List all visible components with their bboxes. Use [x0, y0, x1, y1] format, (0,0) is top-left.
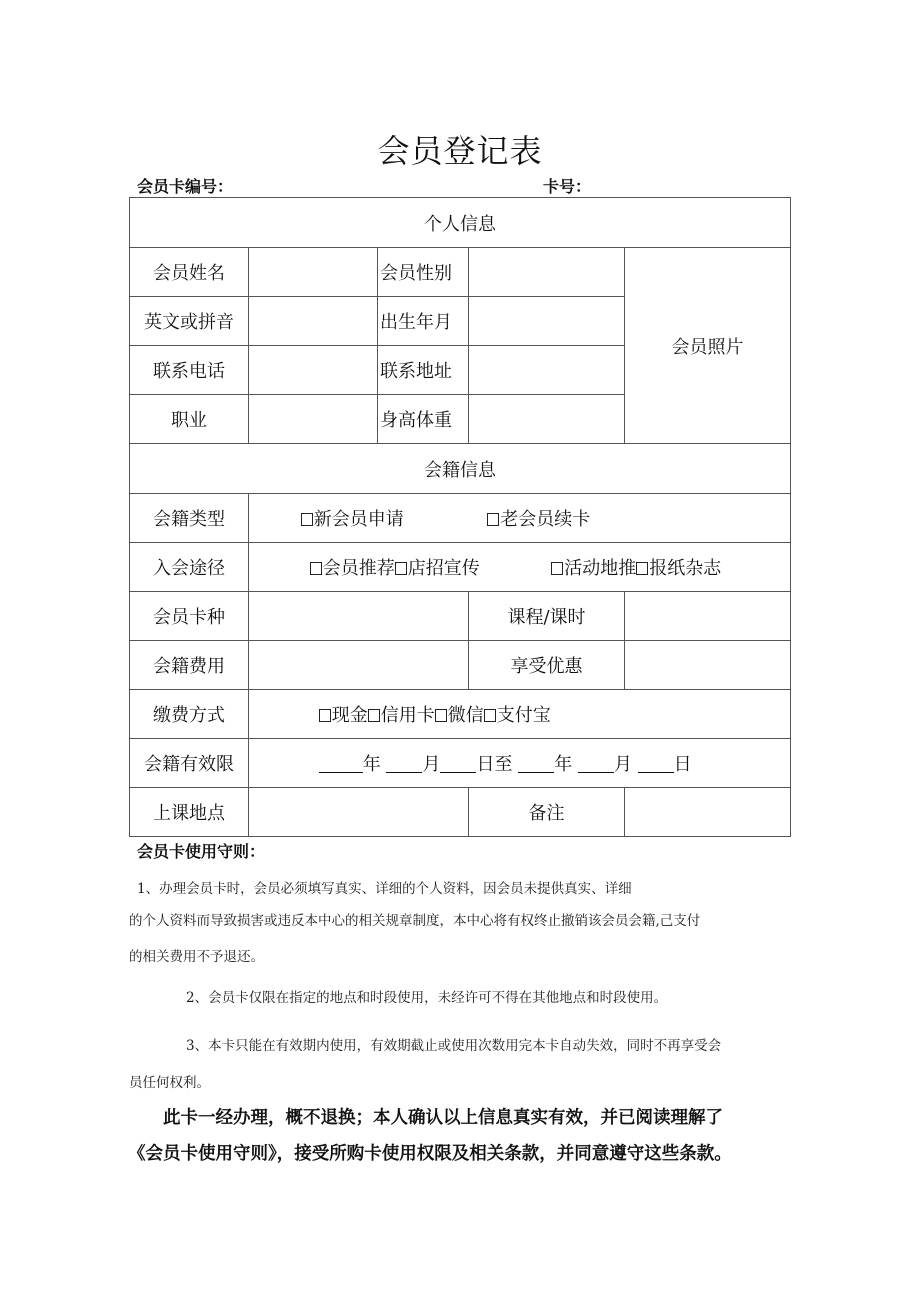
end-day-blank[interactable]	[638, 754, 674, 773]
type-option-new[interactable]: 新会员申请	[301, 509, 404, 530]
checkbox[interactable]	[484, 709, 496, 722]
gender-field[interactable]	[469, 248, 625, 297]
type-options	[249, 494, 791, 543]
phone-field[interactable]	[249, 346, 378, 395]
job-field[interactable]	[249, 395, 378, 444]
phone-label: 联系电话	[130, 346, 249, 395]
type-option-renew[interactable]: 老会员续卡	[487, 509, 590, 530]
payment-options	[249, 690, 791, 739]
name-label: 会员姓名	[130, 248, 249, 297]
channel-options	[249, 543, 791, 592]
checkbox[interactable]	[551, 562, 563, 575]
card-type-field[interactable]	[249, 592, 469, 641]
rule-3-line-1: 3、本卡只能在有效期内使用，有效期截止或使用次数用完本卡自动失效，同时不再享受会	[186, 1038, 722, 1054]
rule-3-line-2: 员任何权利。	[129, 1075, 210, 1091]
photo-cell[interactable]	[625, 248, 791, 444]
payment-option-credit[interactable]: 信用卡	[368, 705, 435, 726]
course-field[interactable]	[625, 592, 791, 641]
channel-option-store[interactable]: 店招宣传	[395, 558, 480, 579]
agreement-line-2: 《会员卡使用守则》，接受所购卡使用权限及相关条款，并同意遵守这些条款。	[128, 1144, 732, 1164]
remark-field[interactable]	[625, 788, 791, 837]
location-label: 上课地点	[130, 788, 249, 837]
membership-info-header: 会籍信息	[130, 444, 791, 494]
location-field[interactable]	[249, 788, 469, 837]
rule-1-line-2: 的个人资料而导致损害或违反本中心的相关规章制度，本中心将有权终止撤销该会员会籍,己支付	[129, 913, 701, 929]
course-label: 课程/课时	[469, 592, 625, 641]
checkbox[interactable]	[368, 709, 380, 722]
checkbox[interactable]	[310, 562, 322, 575]
english-name-field[interactable]	[249, 297, 378, 346]
name-field[interactable]	[249, 248, 378, 297]
start-day-blank[interactable]	[440, 754, 476, 773]
rule-1-line-3: 的相关费用不予退还。	[129, 949, 264, 965]
english-name-label: 英文或拼音	[130, 297, 249, 346]
rule-1-line-1: 1、办理会员卡时，会员必须填写真实、详细的个人资料，因会员未提供真实、详细	[137, 881, 632, 897]
rules-title: 会员卡使用守则：	[137, 842, 266, 861]
discount-field[interactable]	[625, 641, 791, 690]
channel-option-event[interactable]: 活动地推	[551, 558, 636, 579]
card-number-label: 会员卡编号：	[137, 177, 234, 196]
fee-field[interactable]	[249, 641, 469, 690]
card-type-label: 会员卡种	[130, 592, 249, 641]
channel-option-referral[interactable]: 会员推荐	[310, 558, 395, 579]
validity-label: 会籍有效限	[130, 739, 249, 788]
channel-label: 入会途径	[130, 543, 249, 592]
channel-option-press[interactable]: 报纸杂志	[636, 558, 721, 579]
gender-label: 会员性别	[378, 248, 469, 297]
height-weight-field[interactable]	[469, 395, 625, 444]
start-year-blank[interactable]	[319, 754, 363, 773]
address-label: 联系地址	[378, 346, 469, 395]
height-weight-label: 身高体重	[378, 395, 469, 444]
checkbox[interactable]	[301, 513, 313, 526]
job-label: 职业	[130, 395, 249, 444]
checkbox[interactable]	[487, 513, 499, 526]
end-year-blank[interactable]	[518, 754, 554, 773]
payment-option-wechat[interactable]: 微信	[435, 705, 484, 726]
birth-label: 出生年月	[378, 297, 469, 346]
page-title: 会员登记表	[377, 132, 543, 170]
agreement-line-1: 此卡一经办理，概不退换；本人确认以上信息真实有效，并已阅读理解了	[163, 1108, 723, 1128]
checkbox[interactable]	[395, 562, 407, 575]
start-month-blank[interactable]	[386, 754, 422, 773]
checkbox[interactable]	[636, 562, 648, 575]
discount-label: 享受优惠	[469, 641, 625, 690]
photo-label: 会员照片	[671, 336, 744, 358]
checkbox[interactable]	[435, 709, 447, 722]
registration-table	[129, 197, 791, 837]
payment-option-cash[interactable]: 现金	[319, 705, 368, 726]
validity-range: 年 月 日至 年 月 日	[249, 739, 791, 788]
card-no-label: 卡号：	[543, 177, 592, 196]
remark-label: 备注	[469, 788, 625, 837]
payment-label: 缴费方式	[130, 690, 249, 739]
birth-field[interactable]	[469, 297, 625, 346]
end-month-blank[interactable]	[578, 754, 614, 773]
address-field[interactable]	[469, 346, 625, 395]
fee-label: 会籍费用	[130, 641, 249, 690]
type-label: 会籍类型	[130, 494, 249, 543]
checkbox[interactable]	[319, 709, 331, 722]
payment-option-alipay[interactable]: 支付宝	[484, 705, 551, 726]
rule-2: 2、会员卡仅限在指定的地点和时段使用，未经许可不得在其他地点和时段使用。	[186, 990, 668, 1006]
personal-info-header: 个人信息	[130, 198, 791, 248]
